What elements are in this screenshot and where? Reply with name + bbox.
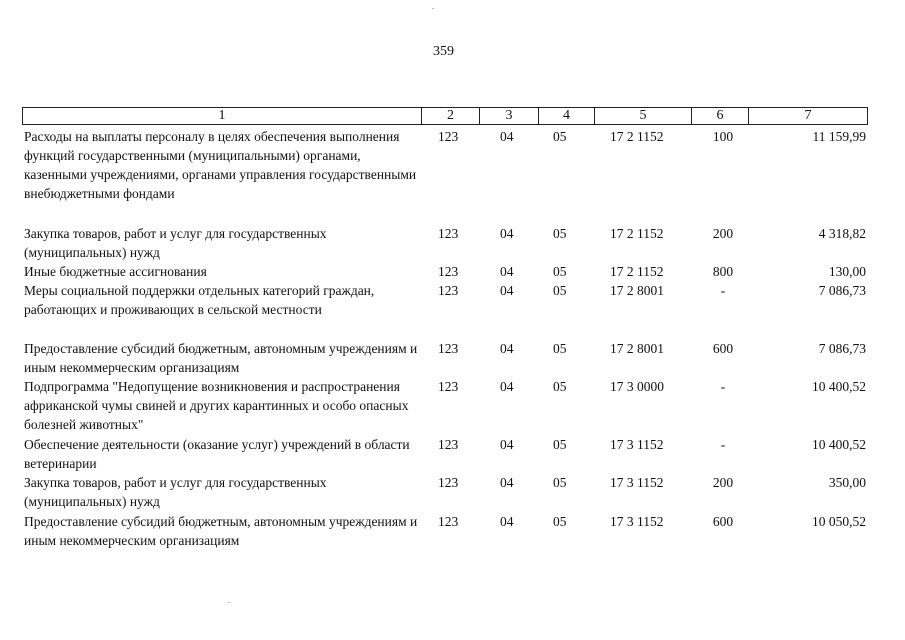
- col-4-value: 05: [553, 514, 567, 529]
- header-cell-4: 4: [538, 107, 595, 125]
- col-6-value: -: [720, 437, 726, 452]
- col-7-value: 10 400,52: [812, 379, 866, 394]
- col-2-value: 123: [438, 379, 459, 394]
- col-3-value: 04: [500, 341, 514, 356]
- col-3-value: 04: [500, 475, 514, 490]
- col-6-value: 600: [712, 341, 734, 356]
- row-description: Иные бюджетные ассигнования: [24, 264, 207, 279]
- header-cell-3: 3: [479, 107, 539, 125]
- col-4-value: 05: [553, 437, 567, 452]
- row-description: Подпрограмма "Недопущение возникновения и распространения африканской чумы свиней и других карантинных и особо опасных болезней животных": [24, 379, 409, 432]
- col-4-value: 05: [553, 341, 567, 356]
- scan-speck: [228, 602, 230, 603]
- col-3-value: 04: [500, 226, 514, 241]
- col-2-value: 123: [438, 514, 459, 529]
- col-6-value: 800: [712, 264, 734, 279]
- page-number: 359: [433, 44, 454, 59]
- col-5-value: 17 2 8001: [610, 341, 664, 356]
- col-6-value: -: [720, 283, 726, 298]
- col-4-value: 05: [553, 379, 567, 394]
- col-7-value: 7 086,73: [818, 283, 866, 298]
- col-3-value: 04: [500, 264, 514, 279]
- row-description: Предоставление субсидий бюджетным, автономным учреждениям и иным некоммерческим организациям: [24, 341, 418, 375]
- col-6-value: 200: [712, 475, 734, 490]
- col-6-value: 600: [712, 514, 734, 529]
- row-description: Меры социальной поддержки отдельных категорий граждан, работающих и проживающих в сельской местности: [24, 283, 375, 317]
- col-2-value: 123: [438, 475, 459, 490]
- col-2-value: 123: [438, 264, 459, 279]
- col-7-value: 350,00: [828, 475, 866, 490]
- col-2-value: 123: [438, 437, 459, 452]
- col-4-value: 05: [553, 226, 567, 241]
- col-5-value: 17 2 8001: [610, 283, 664, 298]
- col-2-value: 123: [438, 226, 459, 241]
- row-description: Обеспечение деятельности (оказание услуг) учреждений в области ветеринарии: [24, 437, 410, 471]
- col-4-value: 05: [553, 283, 567, 298]
- col-5-value: 17 2 1152: [610, 129, 664, 144]
- col-7-value: 10 050,52: [812, 514, 866, 529]
- col-2-value: 123: [438, 341, 459, 356]
- row-description: Предоставление субсидий бюджетным, автономным учреждениям и иным некоммерческим организациям: [24, 514, 418, 548]
- col-5-value: 17 3 1152: [610, 437, 664, 452]
- col-5-value: 17 3 1152: [610, 514, 664, 529]
- col-3-value: 04: [500, 379, 514, 394]
- col-2-value: 123: [438, 129, 459, 144]
- col-3-value: 04: [500, 514, 514, 529]
- header-cell-7: 7: [748, 107, 868, 125]
- col-7-value: 11 159,99: [812, 129, 866, 144]
- col-4-value: 05: [553, 475, 567, 490]
- col-7-value: 10 400,52: [812, 437, 866, 452]
- col-6-value: -: [720, 379, 726, 394]
- col-3-value: 04: [500, 129, 514, 144]
- col-5-value: 17 3 1152: [610, 475, 664, 490]
- col-7-value: 7 086,73: [818, 341, 866, 356]
- col-5-value: 17 2 1152: [610, 264, 664, 279]
- col-2-value: 123: [438, 283, 459, 298]
- col-6-value: 200: [712, 226, 734, 241]
- col-4-value: 05: [553, 264, 567, 279]
- scan-speck: [432, 8, 434, 9]
- col-5-value: 17 2 1152: [610, 226, 664, 241]
- col-5-value: 17 3 0000: [610, 379, 664, 394]
- col-7-value: 4 318,82: [818, 226, 866, 241]
- col-4-value: 05: [553, 129, 567, 144]
- col-3-value: 04: [500, 437, 514, 452]
- col-7-value: 130,00: [828, 264, 866, 279]
- header-cell-6: 6: [691, 107, 749, 125]
- col-3-value: 04: [500, 283, 514, 298]
- header-cell-1: 1: [22, 107, 422, 125]
- col-6-value: 100: [712, 129, 734, 144]
- row-description: Расходы на выплаты персоналу в целях обеспечения выполнения функций государственными (муниципальными) органами, казенными учреждениями, органами управления государственными внебюджетными фондами: [24, 129, 417, 201]
- header-cell-5: 5: [594, 107, 692, 125]
- row-description: Закупка товаров, работ и услуг для государственных (муниципальных) нужд: [24, 475, 327, 509]
- row-description: Закупка товаров, работ и услуг для государственных (муниципальных) нужд: [24, 226, 327, 260]
- header-cell-2: 2: [421, 107, 480, 125]
